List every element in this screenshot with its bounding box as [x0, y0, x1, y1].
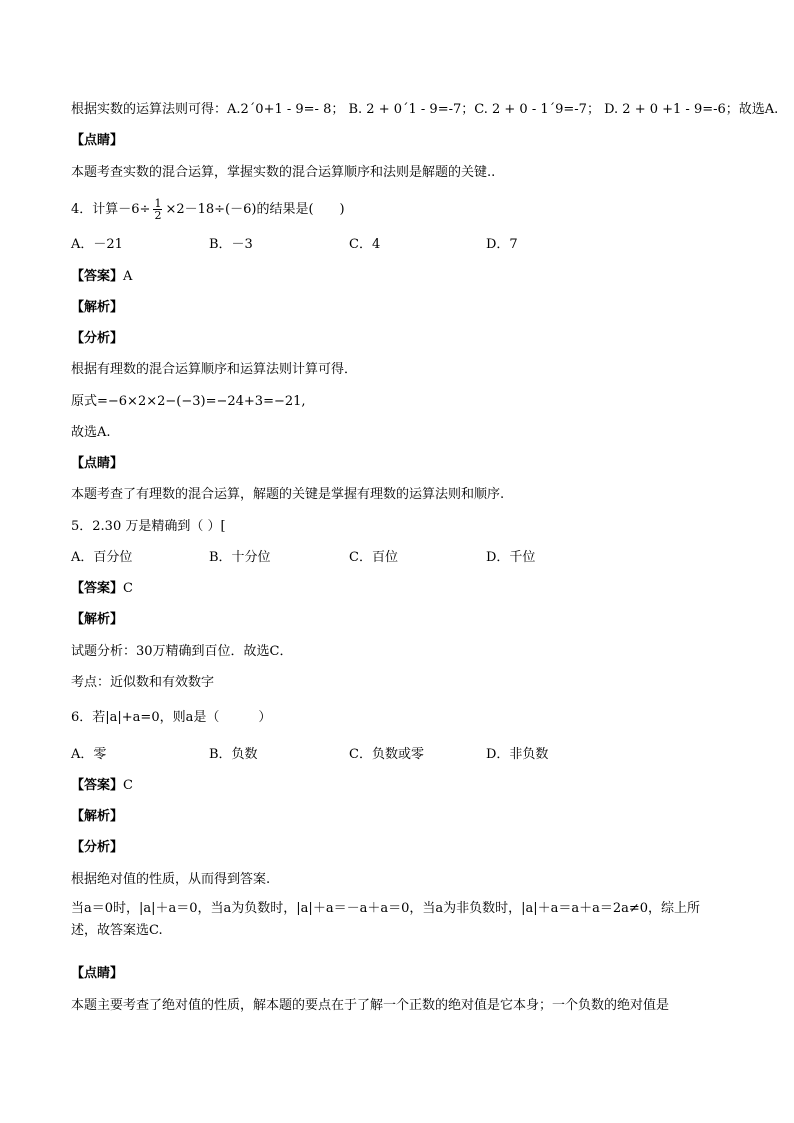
fraction-one-half: $\frac{1}{2}$	[154, 197, 162, 222]
dianjing-text-q3: 本题考查实数的混合运算，掌握实数的混合运算顺序和法则是解题的关键..	[71, 165, 496, 180]
option-a: A．百分位	[71, 550, 133, 565]
answer-value: A	[123, 269, 133, 284]
option-a: A．零	[71, 747, 107, 762]
solution-text-q6: 当a＝0时，|a|＋a＝0，当a为负数时，|a|＋a＝－a＋a＝0，当a为非负数时，|a|＋a＝a＋a＝2a≠0，综上所述，故答案选C.	[71, 901, 701, 938]
option-c: C．4	[349, 237, 381, 252]
question-5: 5．2.30 万是精确到（ ）[	[71, 519, 226, 534]
question-6: 6．若|a|+a=0，则a是（ ）	[71, 710, 272, 725]
option-b: B．十分位	[209, 550, 271, 565]
answer-q4	[71, 269, 731, 285]
choice-text-q4: 故选A.	[71, 425, 111, 440]
option-d: D．7	[486, 237, 518, 252]
fenxi-heading-q4: 【分析】	[71, 331, 124, 346]
answer-tag: 【答案】	[71, 778, 124, 793]
option-b: B．－3	[209, 237, 253, 252]
answer-tag: 【答案】	[71, 269, 124, 284]
answer-value: C	[123, 778, 133, 793]
analysis-text-q6: 根据绝对值的性质，从而得到答案.	[71, 872, 271, 887]
dianjing-heading-q4: 【点睛】	[71, 456, 124, 471]
dianjing-heading-q6: 【点睛】	[71, 966, 124, 981]
answer-q5	[71, 581, 731, 597]
option-d: D．千位	[486, 550, 536, 565]
analysis-text-q4: 根据有理数的混合运算顺序和运算法则计算可得．	[71, 362, 358, 377]
question-4	[71, 198, 731, 221]
option-a: A．－21	[71, 237, 123, 252]
answer-tag: 【答案】	[71, 581, 124, 596]
question-4-prefix: 4．计算－6÷	[71, 202, 151, 217]
dianjing-text-q4: 本题考查了有理数的混合运算，解题的关键是掌握有理数的运算法则和顺序.	[71, 487, 505, 502]
jiexi-heading-q4: 【解析】	[71, 300, 124, 315]
dianjing-heading-q3: 【点睛】	[71, 133, 124, 148]
option-c: C．百位	[349, 550, 398, 565]
dianjing-text-q6: 本题主要考查了绝对值的性质，解本题的要点在于了解一个正数的绝对值是它本身；一个负数的绝对值是	[71, 998, 670, 1013]
option-b: B．负数	[209, 747, 258, 762]
analysis-text-q5: 试题分析：30万精确到百位．故选C．	[71, 644, 293, 659]
fenxi-heading-q6: 【分析】	[71, 840, 124, 855]
knowledge-point-q5: 考点：近似数和有效数字	[71, 675, 215, 690]
option-d: D．非负数	[486, 747, 549, 762]
solution-formula-q4: 原式=−6×2×2−(−3)=−24+3=−21,	[71, 394, 306, 409]
jiexi-heading-q5: 【解析】	[71, 612, 124, 627]
question-4-suffix: ×2－18÷(－6)的结果是( )	[165, 202, 345, 217]
option-c: C．负数或零	[349, 747, 424, 762]
jiexi-heading-q6: 【解析】	[71, 809, 124, 824]
solution-text-q3: 根据实数的运算法则可得：A.2´0+1 - 9=- 8； B. 2 + 0´1 - 9=-7；C. 2 + 0 - 1´9=-7； D. 2 + 0 +1 - 9=-6；故选A.	[71, 102, 779, 117]
answer-value: C	[123, 581, 133, 596]
answer-q6	[71, 778, 731, 794]
